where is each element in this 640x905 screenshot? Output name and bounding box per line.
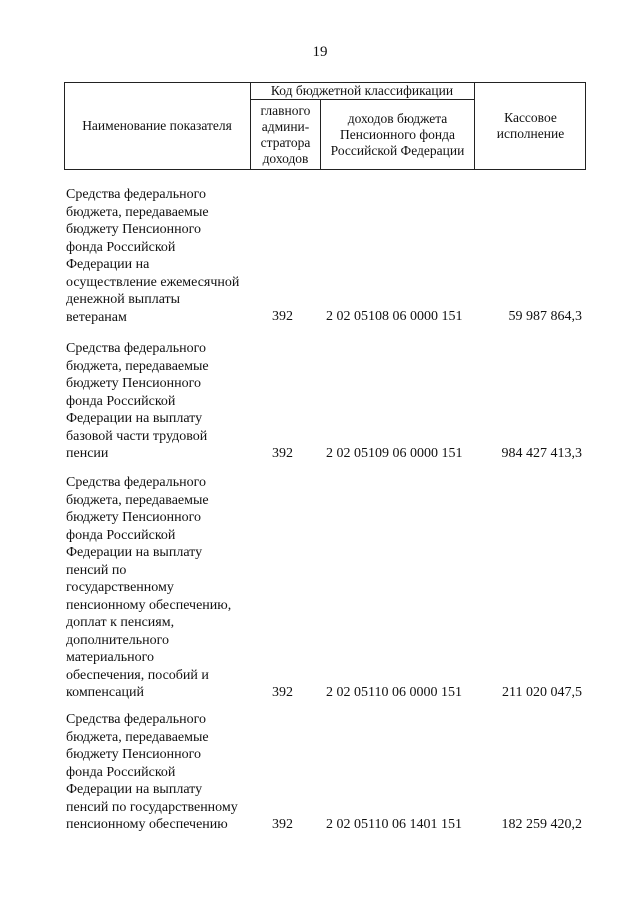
row-amount: 984 427 413,3 — [501, 446, 582, 461]
row-name-line: фонда Российской — [66, 527, 176, 543]
row-name-line: бюджету Пенсионного — [66, 222, 202, 237]
row-name-line: пенсий по государственному — [66, 799, 238, 815]
header-col-income: доходов бюджета Пенсионного фонда Российской Федерации — [330, 111, 465, 158]
row-name-line: бюджету Пенсионного — [66, 376, 202, 391]
row-name-line: обеспечения, пособий и — [66, 667, 209, 683]
header-col-amount: Кассовое исполнение — [496, 110, 565, 141]
row-name-line: бюджета, передаваемые — [66, 358, 209, 374]
row-name — [66, 711, 256, 834]
header-col-admin: главного админи-стратора доходов — [260, 103, 311, 166]
row-name-line: ветеранам — [66, 309, 127, 325]
row-name-line: пенсионному обеспечению, — [66, 597, 232, 613]
row-name-line: доплат к пенсиям, — [66, 615, 175, 630]
header-group-label: Код бюджетной классификации — [270, 82, 454, 98]
row-name-line: Средства федерального — [66, 187, 206, 202]
row-name-line: бюджета, передаваемые — [66, 204, 209, 220]
row-name-line: пенсионному обеспечению — [66, 817, 228, 832]
row-name-line: бюджету Пенсионного — [66, 510, 202, 525]
row-name-line: пенсии — [66, 446, 109, 461]
row-name-line: дополнительного — [66, 632, 169, 648]
row-amount: 182 259 420,2 — [501, 817, 582, 832]
row-income-code: 2 02 05110 06 1401 151 — [326, 817, 462, 832]
row-name-line: фонда Российской — [66, 393, 176, 409]
row-admin-code: 392 — [272, 817, 293, 832]
row-name-line: Федерации на — [66, 257, 150, 272]
row-admin-code: 392 — [272, 309, 293, 324]
row-name-line: компенсаций — [66, 685, 144, 700]
row-name — [66, 340, 256, 463]
row-income-code: 2 02 05110 06 0000 151 — [326, 685, 462, 700]
row-name-line: государственному — [66, 580, 174, 595]
row-name-line: бюджета, передаваемые — [66, 729, 209, 745]
row-name-line: Средства федерального — [66, 341, 206, 356]
row-name-line: Средства федерального — [66, 475, 206, 490]
page-number: 19 — [312, 44, 328, 60]
row-name-line: фонда Российской — [66, 764, 176, 780]
row-income-code: 2 02 05108 06 0000 151 — [326, 309, 463, 324]
row-income-code: 2 02 05109 06 0000 151 — [326, 446, 463, 461]
row-admin-code: 392 — [272, 446, 293, 461]
header-col-name: Наименование показателя — [82, 118, 232, 133]
row-name-line: бюджета, передаваемые — [66, 492, 209, 508]
row-name — [66, 186, 256, 326]
row-name-line: Федерации на выплату — [66, 411, 203, 426]
row-name-line: базовой части трудовой — [66, 428, 208, 444]
row-name-line: фонда Российской — [66, 239, 176, 255]
row-name-line: денежной выплаты — [66, 292, 181, 307]
row-name-line: Средства федерального — [66, 712, 206, 727]
row-amount: 59 987 864,3 — [508, 309, 582, 324]
row-name-line: пенсий по — [66, 562, 127, 578]
row-name-line: материального — [66, 650, 155, 665]
row-name-line: Федерации на выплату — [66, 782, 203, 797]
row-admin-code: 392 — [272, 685, 293, 700]
row-name-line: бюджету Пенсионного — [66, 747, 202, 762]
row-name-line: Федерации на выплату — [66, 545, 203, 560]
row-name-line: осуществление ежемесячной — [66, 274, 240, 290]
row-name — [66, 474, 256, 702]
row-amount: 211 020 047,5 — [502, 685, 582, 700]
